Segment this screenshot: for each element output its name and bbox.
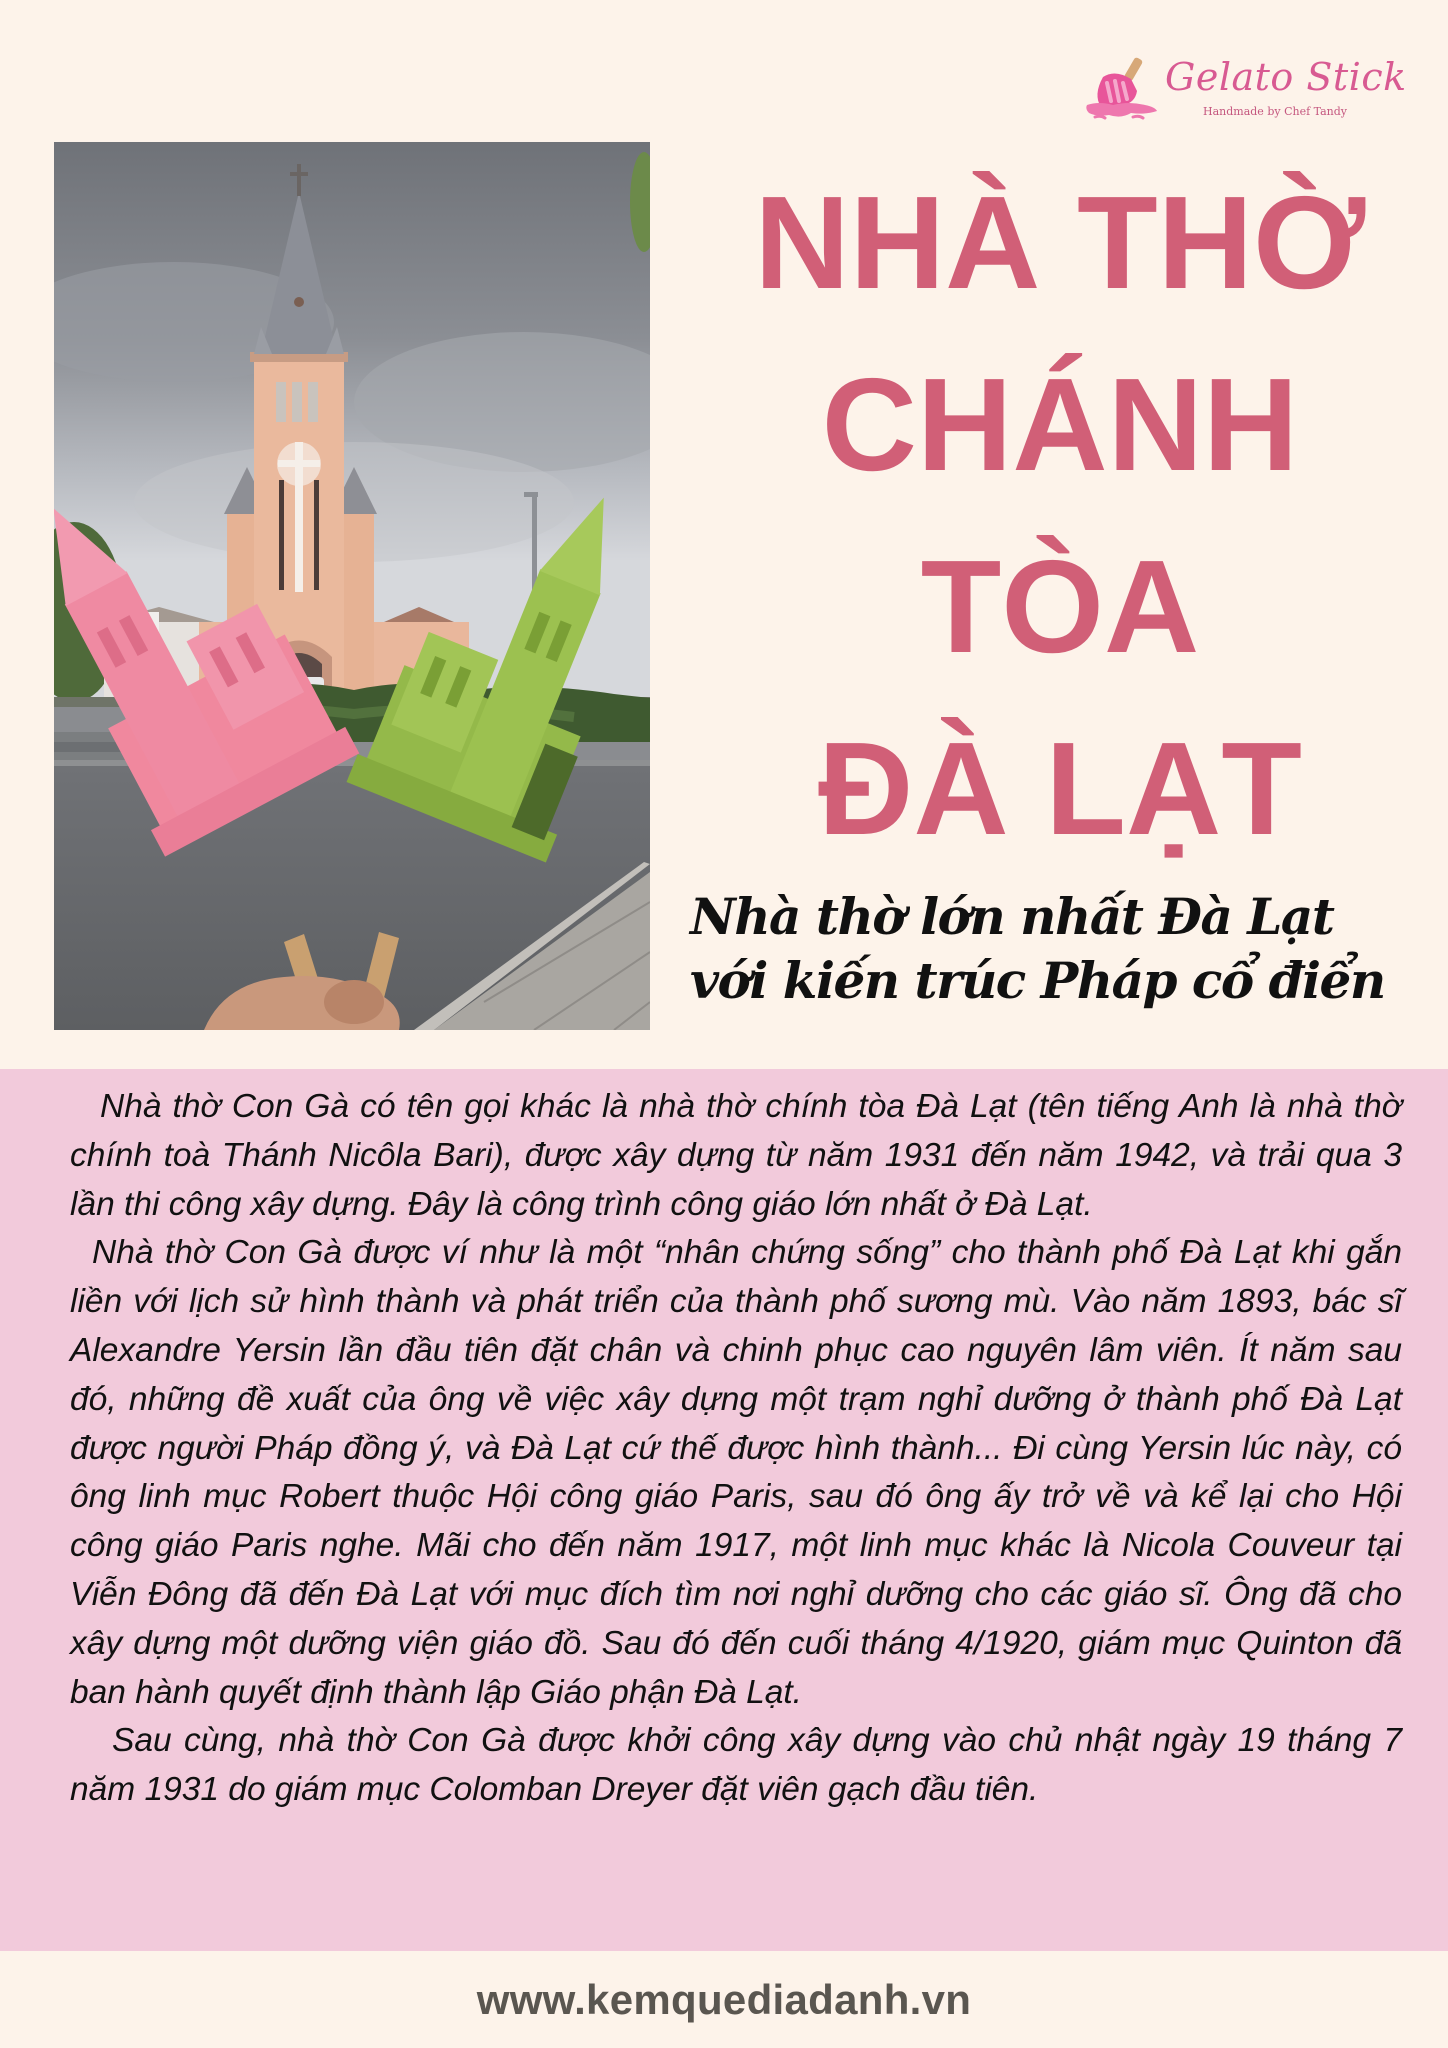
photo-illustration: [54, 142, 650, 1030]
subtitle-line-1: Nhà thờ lớn nhất Đà Lạt: [690, 887, 1334, 946]
paragraph-1: Nhà thờ Con Gà có tên gọi khác là nhà thờ chính tòa Đà Lạt (tên tiếng Anh là nhà thờ chính toà Thánh Nicôla Bari), được xây dựng từ năm 1931 đến năm 1942, và trải qua 3 lần thi công xây dựng. Đây là công trình công giáo lớn nhất ở Đà Lạt.: [70, 1088, 1402, 1223]
brand-logo: [1085, 55, 1407, 130]
footer: [0, 1951, 1448, 2048]
subtitle: [690, 885, 1390, 1013]
brand-name: Gelato Stick: [1165, 55, 1407, 99]
title-line-2: CHÁNH: [821, 351, 1299, 498]
title-line-1: NHÀ THỜ: [754, 169, 1366, 316]
paragraph-3: Sau cùng, nhà thờ Con Gà được khởi công xây dựng vào chủ nhật ngày 19 tháng 7 năm 1931 do giám mục Colomban Dreyer đặt viên gạch đầu tiên.: [70, 1722, 1402, 1809]
page-title: [690, 152, 1430, 880]
website-link[interactable]: www.kemquediadanh.vn: [476, 1975, 972, 2023]
title-line-4: ĐÀ LẠT: [818, 715, 1302, 862]
paragraph-2: Nhà thờ Con Gà được ví như là một “nhân chứng sống” cho thành phố Đà Lạt khi gắn liền với lịch sử hình thành và phát triển của thành phố sương mù. Vào năm 1893, bác sĩ Alexandre Yersin lần đầu tiên đặt chân và chinh phục cao nguyên lâm viên. Ít năm sau đó, những đề xuất của ông về việc xây dựng một trạm nghỉ dưỡng ở thành phố Đà Lạt được người Pháp đồng ý, và Đà Lạt cứ thế được hình thành... Đi cùng Yersin lúc này, có ông linh mục Robert thuộc Hội công giáo Paris, sau đó ông ấy trở về và kể lại cho Hội công giáo Paris nghe. Mãi cho đến năm 1917, một linh mục khác là Nicola Couveur tại Viễn Đông đã đến Đà Lạt với mục đích tìm nơi nghỉ dưỡng cho các giáo sĩ. Ông đã cho xây dựng một dưỡng viện giáo đồ. Sau đó đến cuối tháng 4/1920, giám mục Quinton đã ban hành quyết định thành lập Giáo phận Đà Lạt.: [70, 1234, 1402, 1711]
cathedral-ice-cream-photo: [54, 142, 650, 1030]
description-section: [0, 1069, 1448, 1951]
brand-tagline: Handmade by Chef Tandy: [1203, 105, 1348, 118]
title-line-3: TÒA: [920, 533, 1200, 680]
melting-popsicle-icon: [1085, 55, 1160, 125]
subtitle-line-2: với kiến trúc Pháp cổ điển: [690, 951, 1385, 1010]
description-text: [70, 1083, 1402, 1815]
